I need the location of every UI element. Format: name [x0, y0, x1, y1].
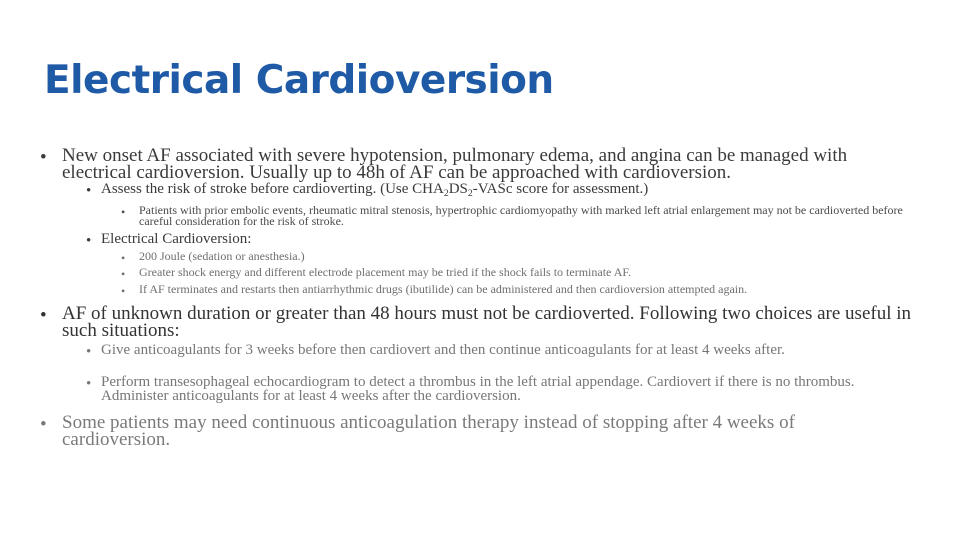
bullet-assess-stroke-risk: Assess the risk of stroke before cardioverting. (Use $CHA_2DS_2$-VASc score for assessment.) [101, 181, 649, 199]
bullet-continuous-anticoagulation: Some patients may need continuous anticoagulation therapy instead of stopping after 4 weeks of cardioversion. [62, 412, 795, 451]
bullet-marker: • [86, 376, 92, 392]
bullet-marker: • [86, 183, 92, 199]
bullet-transesophageal-echo: Perform transesophageal echocardiogram to detect a thrombus in the left atrial appendage. Cardiovert if there is no thrombus. Administer anticoagulants for at least 4 weeks after the cardioversion. [101, 374, 855, 404]
bullet-marker: • [40, 305, 47, 326]
slide-title: Electrical Cardioversion [44, 58, 554, 103]
bullet-marker: • [121, 284, 126, 298]
bullet-marker: • [40, 147, 47, 168]
bullet-marker: • [121, 205, 126, 219]
bullet-marker: • [121, 251, 126, 265]
bullet-200-joule: 200 Joule (sedation or anesthesia.) [139, 249, 305, 263]
bullet-new-onset-af: New onset AF associated with severe hypotension, pulmonary edema, and angina can be managed with electrical cardioversion. Usually up to 48h of AF can be approached with cardioversion. [62, 145, 848, 184]
bullet-marker: • [86, 344, 92, 360]
bullet-marker: • [86, 233, 92, 249]
bullet-greater-shock-energy: Greater shock energy and different electrode placement may be tried if the shock fails to terminate AF. [139, 265, 632, 279]
bullet-prior-embolic-events: Patients with prior embolic events, rheumatic mitral stenosis, hypertrophic cardiomyopathy with marked left atrial enlargement may not be cardioverted before careful consideration for the risk of stroke. [139, 203, 903, 228]
bullet-unknown-duration: AF of unknown duration or greater than 48 hours must not be cardioverted. Following two choices are useful in such situations: [62, 303, 912, 342]
bullet-electrical-cardioversion: Electrical Cardioversion: [101, 231, 252, 247]
bullet-marker: • [121, 267, 126, 281]
bullet-give-anticoagulants: Give anticoagulants for 3 weeks before then cardiovert and then continue anticoagulants for at least 4 weeks after. [101, 342, 785, 358]
bullet-marker: • [40, 414, 47, 435]
bullet-antiarrhythmic-drugs: If AF terminates and restarts then antiarrhythmic drugs (ibutilide) can be administered and then cardioversion attempted again. [139, 282, 748, 296]
